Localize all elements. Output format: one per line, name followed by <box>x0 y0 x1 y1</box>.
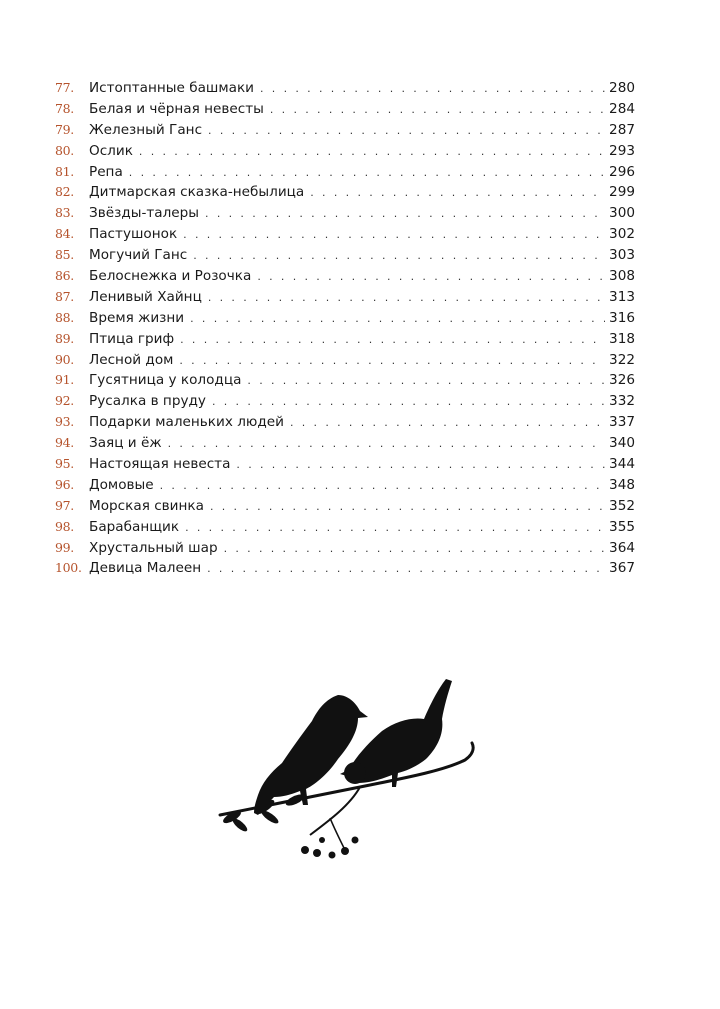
toc-entry-title: Барабанщик <box>89 518 180 535</box>
dot-leader <box>180 333 605 346</box>
toc-entry-number: 77. <box>55 80 74 95</box>
toc-entry[interactable] <box>55 310 635 331</box>
toc-entry[interactable] <box>55 184 635 205</box>
right-bird-beak <box>340 771 347 776</box>
toc-entry-page: 293 <box>609 142 635 159</box>
dot-leader <box>210 500 605 513</box>
toc-entry-title: Ослик <box>89 142 133 159</box>
toc-entry[interactable] <box>55 247 635 268</box>
toc-entry[interactable] <box>55 101 635 122</box>
toc-entry-number: 85. <box>55 247 74 263</box>
toc-entry-title: Хрустальный шар <box>89 539 218 556</box>
toc-entry-page: 303 <box>609 247 635 264</box>
toc-entry-page: 337 <box>609 414 635 431</box>
toc-entry[interactable] <box>55 289 635 310</box>
toc-entry-page: 316 <box>609 309 635 326</box>
toc-entry-number: 98. <box>55 518 74 534</box>
dot-leader <box>205 207 605 220</box>
dot-leader <box>212 395 605 408</box>
toc-entry[interactable] <box>55 143 635 164</box>
toc-entry-number: 88. <box>55 309 74 325</box>
berry <box>301 846 309 854</box>
toc-entry-number: 100. <box>55 560 82 576</box>
toc-entry-page: 348 <box>609 476 635 493</box>
dot-leader <box>257 270 605 283</box>
toc-entry-title: Дитмарская сказка-небылица <box>89 184 305 201</box>
toc-entry[interactable] <box>55 540 635 561</box>
toc-entry-title: Домовые <box>89 476 154 493</box>
dot-leader <box>190 312 605 325</box>
toc-entry-page: 287 <box>609 121 635 138</box>
dot-leader <box>179 354 605 367</box>
toc-entry-page: 355 <box>609 518 635 535</box>
toc-entry-page: 296 <box>609 163 635 180</box>
toc-entry-title: Могучий Ганс <box>89 247 188 264</box>
berry <box>329 852 336 859</box>
toc-entry-title: Звёзды-талеры <box>89 205 200 222</box>
toc-entry-page: 302 <box>609 226 635 243</box>
toc-entry-title: Железный Ганс <box>89 121 203 138</box>
dot-leader <box>207 562 605 575</box>
toc-entry-title: Ленивый Хайнц <box>89 288 202 305</box>
toc-entry[interactable] <box>55 560 635 581</box>
toc-entry[interactable] <box>55 352 635 373</box>
toc-entry-title: Девица Малеен <box>89 560 202 577</box>
toc-entry-title: Гусятница у колодца <box>89 372 242 389</box>
toc-entry-number: 79. <box>55 121 74 137</box>
toc-entry-number: 84. <box>55 226 74 242</box>
toc-entry-number: 90. <box>55 351 74 367</box>
toc-entry[interactable] <box>55 372 635 393</box>
toc-entry-number: 83. <box>55 205 74 221</box>
toc-entry-number: 92. <box>55 393 74 409</box>
toc-entry-page: 313 <box>609 288 635 305</box>
toc-entry-page: 322 <box>609 351 635 368</box>
dot-leader <box>183 228 605 241</box>
toc-entry[interactable] <box>55 226 635 247</box>
toc-entry[interactable] <box>55 519 635 540</box>
toc-entry-title: Время жизни <box>89 309 185 326</box>
toc-entry-page: 332 <box>609 393 635 410</box>
toc-entry[interactable] <box>55 164 635 185</box>
toc-entry-page: 308 <box>609 268 635 285</box>
toc-entry[interactable] <box>55 477 635 498</box>
toc-entry-page: 344 <box>609 456 635 473</box>
leaf <box>231 817 249 834</box>
toc-entry-title: Русалка в пруду <box>89 393 206 410</box>
toc-entry-page: 300 <box>609 205 635 222</box>
toc-entry-number: 78. <box>55 100 74 116</box>
berry <box>341 847 349 855</box>
toc-entry-page: 318 <box>609 330 635 347</box>
toc-entry-number: 87. <box>55 288 74 304</box>
toc-entry[interactable] <box>55 205 635 226</box>
toc-entry[interactable] <box>55 393 635 414</box>
dot-leader <box>310 186 605 199</box>
birds-on-branch-icon <box>210 665 500 875</box>
toc-entry-title: Белоснежка и Розочка <box>89 268 252 285</box>
toc-entry-number: 81. <box>55 163 74 179</box>
toc-entry-number: 94. <box>55 435 74 451</box>
table-of-contents <box>55 80 635 581</box>
toc-entry-title: Подарки маленьких людей <box>89 414 284 431</box>
toc-entry[interactable] <box>55 331 635 352</box>
toc-entry-number: 96. <box>55 476 74 492</box>
toc-entry-number: 82. <box>55 184 74 200</box>
toc-entry[interactable] <box>55 122 635 143</box>
toc-entry-title: Лесной дом <box>89 351 174 368</box>
dot-leader <box>185 521 605 534</box>
berry <box>352 837 359 844</box>
toc-entry-title: Морская свинка <box>89 497 204 514</box>
toc-entry-number: 95. <box>55 456 74 472</box>
toc-entry-page: 299 <box>609 184 635 201</box>
toc-entry-title: Истоптанные башмаки <box>89 80 254 96</box>
toc-entry-number: 80. <box>55 142 74 158</box>
dot-leader <box>290 416 605 429</box>
toc-entry[interactable] <box>55 268 635 289</box>
dot-leader <box>193 249 605 262</box>
toc-entry-number: 91. <box>55 372 74 388</box>
toc-entry-page: 284 <box>609 100 635 117</box>
toc-entry-title: Репа <box>89 163 123 180</box>
dot-leader <box>247 374 605 387</box>
twig <box>330 818 345 850</box>
toc-entry-title: Птица гриф <box>89 330 175 347</box>
toc-entry-number: 97. <box>55 497 74 513</box>
toc-entry-page: 326 <box>609 372 635 389</box>
dot-leader <box>224 542 605 555</box>
toc-entry[interactable] <box>55 456 635 477</box>
dot-leader <box>260 82 605 95</box>
toc-entry-title: Настоящая невеста <box>89 456 231 473</box>
berry <box>313 849 321 857</box>
right-bird-head <box>344 762 366 784</box>
toc-entry-number: 99. <box>55 539 74 555</box>
toc-entry-number: 89. <box>55 330 74 346</box>
toc-entry-title: Пастушонок <box>89 226 178 243</box>
toc-entry-title: Белая и чёрная невесты <box>89 100 264 117</box>
toc-entry[interactable] <box>55 414 635 435</box>
dot-leader <box>208 124 605 137</box>
toc-entry[interactable] <box>55 435 635 456</box>
dot-leader <box>160 479 605 492</box>
toc-entry[interactable] <box>55 80 635 101</box>
dot-leader <box>139 145 605 158</box>
toc-entry-page: 340 <box>609 435 635 452</box>
dot-leader <box>168 437 605 450</box>
dot-leader <box>208 291 605 304</box>
toc-entry-page: 280 <box>609 80 635 96</box>
toc-entry-page: 367 <box>609 560 635 577</box>
toc-entry-number: 93. <box>55 414 74 430</box>
dot-leader <box>129 166 605 179</box>
dot-leader <box>236 458 605 471</box>
toc-entry-page: 364 <box>609 539 635 556</box>
berry <box>319 837 325 843</box>
toc-entry[interactable] <box>55 498 635 519</box>
dot-leader <box>270 103 605 116</box>
toc-entry-title: Заяц и ёж <box>89 435 162 452</box>
toc-entry-number: 86. <box>55 268 74 284</box>
leaf <box>260 808 280 825</box>
toc-entry-page: 352 <box>609 497 635 514</box>
